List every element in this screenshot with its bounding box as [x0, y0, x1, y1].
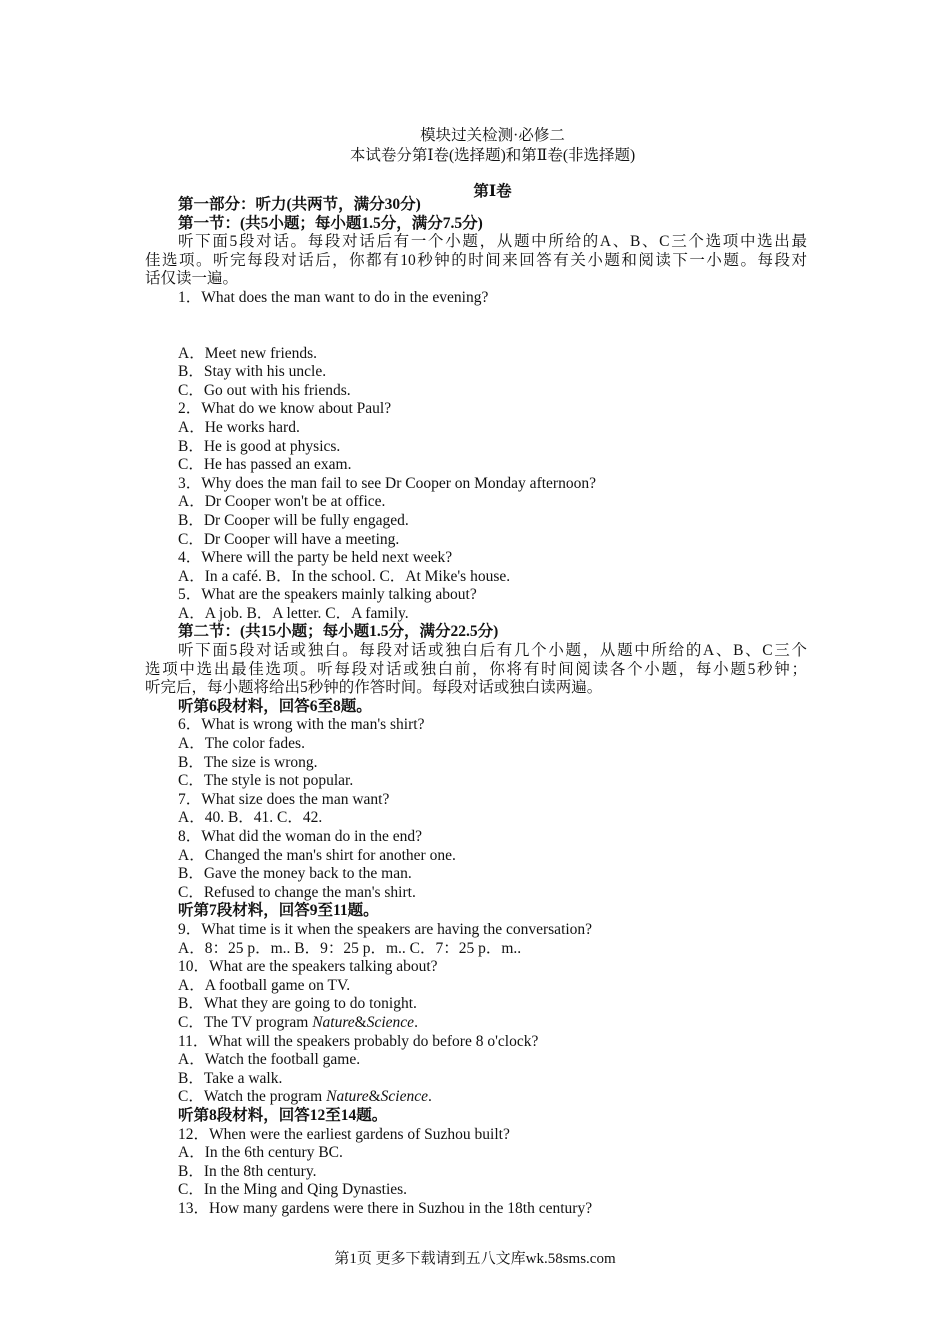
option: C．In the Ming and Qing Dynasties.: [178, 1181, 408, 1199]
option: [145, 1014, 807, 1033]
material-7-heading: 听第7段材料，回答9至11题。: [178, 902, 379, 920]
program-title: Science: [380, 1088, 428, 1106]
program-title: Science: [366, 1013, 415, 1031]
option: A．He works hard.: [178, 418, 300, 436]
volume-heading: 第Ⅰ卷: [473, 183, 512, 200]
option: A．Watch the football game.: [178, 1051, 361, 1069]
period: .: [414, 1013, 418, 1031]
options-inline: A．40. B．41. C．42.: [178, 809, 323, 827]
period: .: [428, 1088, 432, 1106]
option: A．In the 6th century BC.: [178, 1144, 343, 1162]
question-11: 11．What will the speakers probably do before 8 o'clock?: [178, 1032, 539, 1050]
question-3: 3．Why does the man fail to see Dr Cooper on Monday afternoon?: [178, 474, 596, 492]
ampersand: &: [354, 1013, 367, 1031]
material-6-heading: 听第6段材料，回答6至8题。: [178, 697, 372, 715]
question-2: 2．What do we know about Paul?: [178, 400, 392, 418]
option: A．Changed the man's shirt for another one.: [178, 846, 456, 864]
options-inline: A．In a café. B．In the school. C．At Mike's house.: [178, 567, 511, 585]
option: A．The color fades.: [178, 735, 305, 753]
ampersand: &: [368, 1088, 381, 1106]
question-12: 12．When were the earliest gardens of Suzhou built?: [178, 1125, 510, 1143]
option: C．He has passed an exam.: [178, 456, 352, 474]
option: B．He is good at physics.: [178, 437, 341, 455]
section1-instructions-line: 佳选项。听完每段对话后，你都有10秒钟的时间来回答有关小题和阅读下一小题。每段对: [145, 251, 807, 269]
document-title: 模块过关检测·必修二: [420, 127, 565, 144]
option: [145, 1088, 807, 1107]
option: C．Dr Cooper will have a meeting.: [178, 530, 400, 548]
option: A．A football game on TV.: [178, 976, 351, 994]
option: B．Gave the money back to the man.: [178, 865, 412, 883]
option: B．What they are going to do tonight.: [178, 995, 417, 1013]
program-title: Nature: [326, 1088, 369, 1106]
question-9: 9．What time is it when the speakers are having the conversation?: [178, 920, 593, 938]
section2-instructions-line: 听下面5段对话或独白。每段对话或独白后有几个小题，从题中所给的A、B、C三个: [178, 642, 807, 660]
answer-space: [145, 308, 807, 345]
document-body: [145, 196, 807, 1218]
option: B．Dr Cooper will be fully engaged.: [178, 511, 409, 529]
option: C．Go out with his friends.: [178, 381, 351, 399]
question-10: 10．What are the speakers talking about?: [178, 958, 438, 976]
question-8: 8．What did the woman do in the end?: [178, 828, 423, 845]
option: B．The size is wrong.: [178, 753, 318, 771]
section1-instructions-line: 听下面5段对话。每段对话后有一个小题，从题中所给的A、B、C三个选项中选出最: [178, 233, 807, 251]
question-1: 1．What does the man want to do in the evening?: [178, 288, 489, 306]
question-5: 5．What are the speakers mainly talking about?: [178, 586, 477, 604]
option: C．The style is not popular.: [178, 772, 354, 790]
option: B．In the 8th century.: [178, 1162, 317, 1180]
program-title: Nature: [312, 1013, 355, 1031]
section2-instructions-line: 选项中选出最佳选项。听每段对话或独白前，你将有时间阅读各个小题，每小题5秒钟；: [145, 660, 807, 678]
options-inline: A．A job. B．A letter. C．A family.: [178, 604, 409, 622]
option-text: C．Watch the program: [178, 1088, 327, 1106]
section1-heading: 第一节：(共5小题；每小题1.5分，满分7.5分): [178, 214, 483, 232]
question-6: 6．What is wrong with the man's shirt?: [178, 716, 425, 734]
options-inline: A．8：25 p．m.. B．9：25 p．m.. C．7：25 p．m..: [178, 939, 522, 957]
document-subtitle: 本试卷分第Ⅰ卷(选择题)和第Ⅱ卷(非选择题): [349, 147, 636, 164]
question-13: 13．How many gardens were there in Suzhou in the 18th century?: [178, 1199, 593, 1217]
option-text: C．The TV program: [178, 1013, 313, 1031]
option: A．Dr Cooper won't be at office.: [178, 493, 386, 511]
question-4: 4．Where will the party be held next week?: [178, 549, 453, 567]
page-footer: 第1页 更多下载请到五八文库wk.58sms.com: [334, 1251, 616, 1267]
question-7: 7．What size does the man want?: [178, 790, 390, 808]
option: C．Refused to change the man's shirt.: [178, 883, 416, 901]
material-8-heading: 听第8段材料，回答12至14题。: [178, 1106, 388, 1124]
option: A．Meet new friends.: [178, 344, 318, 362]
part1-heading: 第一部分：听力(共两节，满分30分): [178, 196, 421, 213]
section1-instructions-line: 话仅读一遍。: [145, 270, 239, 288]
option: B．Stay with his uncle.: [178, 363, 327, 381]
section2-heading: 第二节：(共15小题；每小题1.5分，满分22.5分): [178, 623, 499, 641]
section2-instructions-line: 听完后，每小题将给出5秒钟的作答时间。每段对话或独白读两遍。: [145, 679, 603, 697]
option: B．Take a walk.: [178, 1069, 283, 1087]
